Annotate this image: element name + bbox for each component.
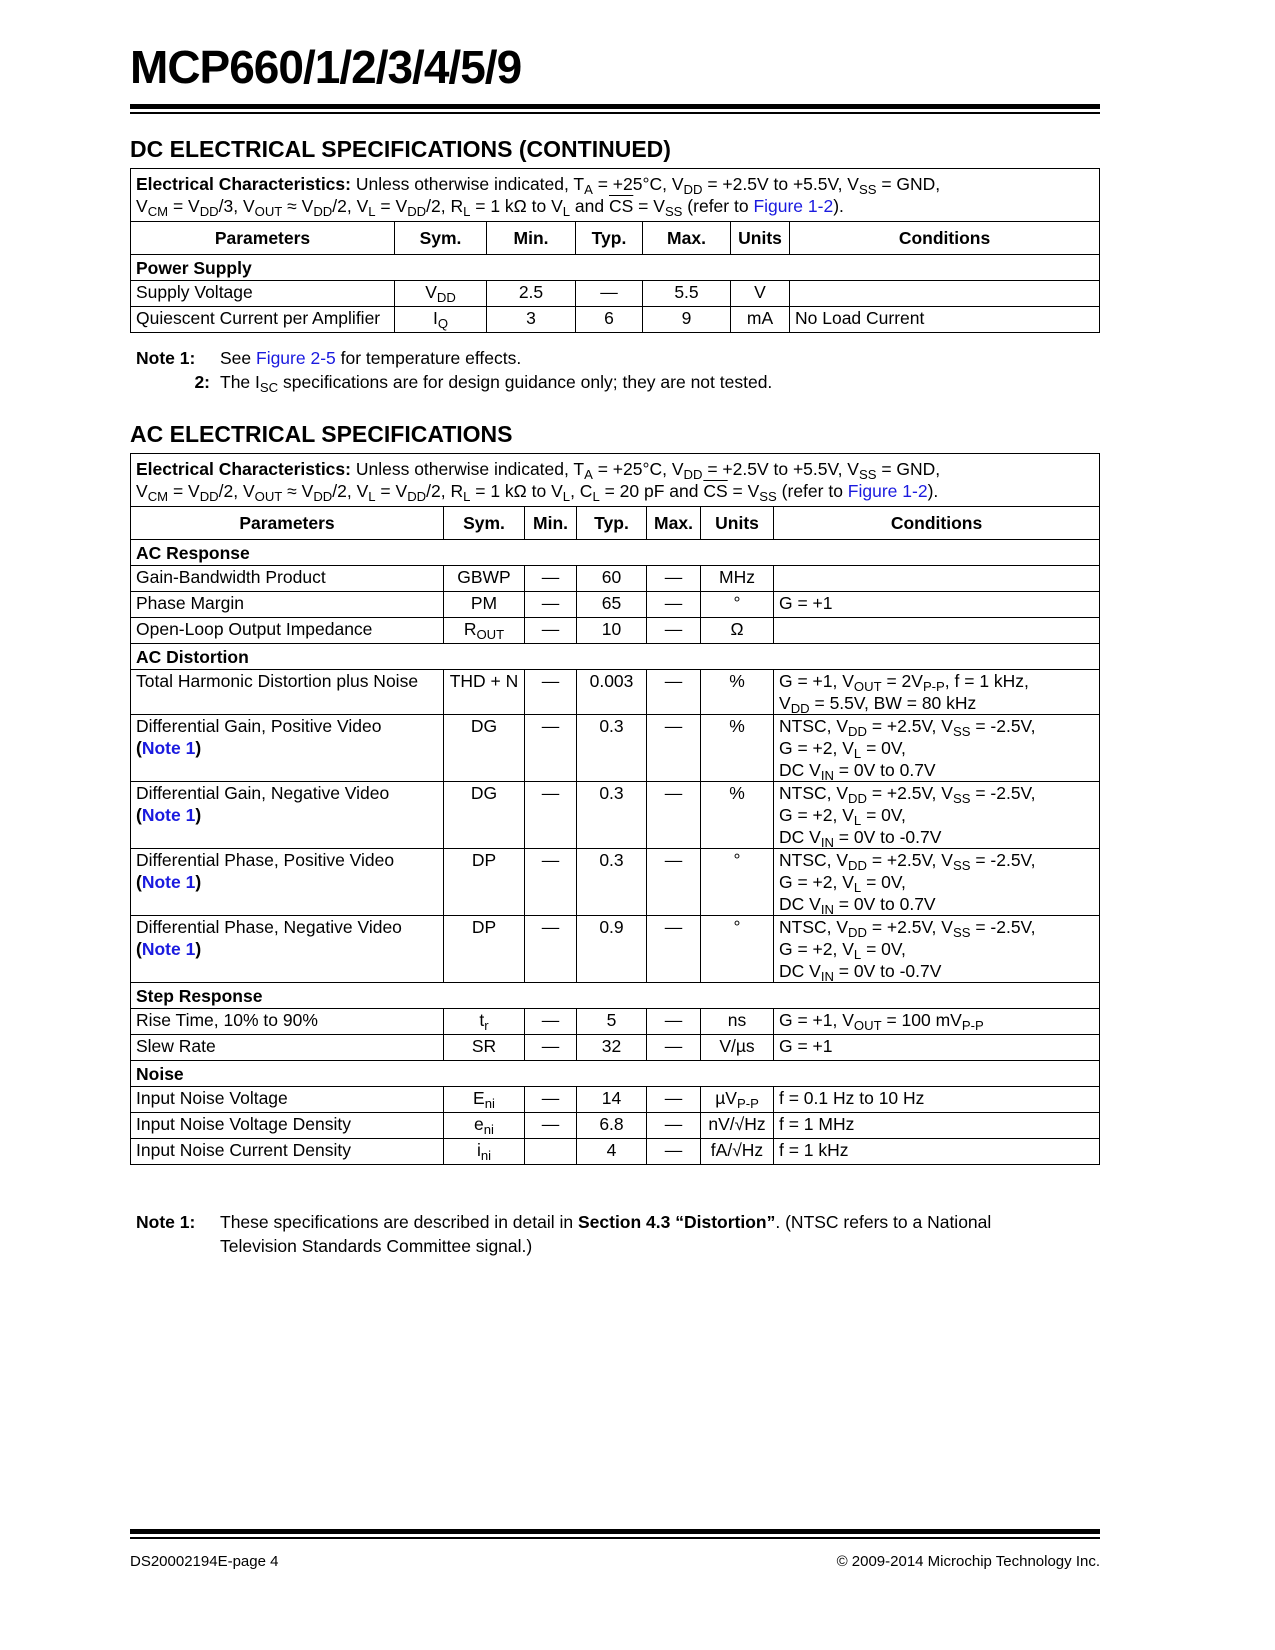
ac-group-row bbox=[131, 644, 1100, 670]
figure-link[interactable]: Figure 2-5 bbox=[256, 348, 336, 368]
document-title: MCP660/1/2/3/4/5/9 bbox=[130, 41, 522, 93]
column-header: Typ. bbox=[577, 507, 647, 540]
ac-notes bbox=[136, 1210, 1036, 1258]
section-reference: Section 4.3 “Distortion” bbox=[577, 1212, 776, 1232]
units-cell: MHz bbox=[701, 566, 774, 592]
min-cell: — bbox=[525, 1009, 577, 1035]
symbol-cell: $i_{ni}$ bbox=[444, 1139, 525, 1165]
table-row bbox=[131, 1035, 1100, 1061]
units-cell: V/µs bbox=[701, 1035, 774, 1061]
typ-cell: — bbox=[576, 281, 643, 307]
ac-conditions-row bbox=[131, 454, 1100, 507]
conditions-cell: G = +1, $V_{OUT} = 2V_{P-P}$, f = 1 kHz, $V_{DD} = 5.5V$, BW = 80 kHz bbox=[774, 670, 1100, 715]
typ-cell: 0.3 bbox=[577, 715, 647, 782]
symbol-cell: DP bbox=[444, 916, 525, 983]
parameter-cell: Rise Time, 10% to 90% bbox=[131, 1009, 444, 1035]
max-cell: — bbox=[647, 592, 701, 618]
symbol-cell: DP bbox=[444, 849, 525, 916]
header-rule-thin bbox=[130, 112, 1100, 114]
symbol-cell: $V_{DD}$ bbox=[395, 281, 487, 307]
dc-spec-table bbox=[130, 168, 1100, 333]
table-row bbox=[131, 1009, 1100, 1035]
note-link[interactable]: Note 1 bbox=[141, 738, 196, 758]
column-header: Min. bbox=[525, 507, 577, 540]
max-cell: — bbox=[647, 916, 701, 983]
min-cell: — bbox=[525, 849, 577, 916]
max-cell: — bbox=[647, 715, 701, 782]
conditions-cell bbox=[790, 281, 1100, 307]
min-cell: — bbox=[525, 670, 577, 715]
parameter-cell: Total Harmonic Distortion plus Noise bbox=[131, 670, 444, 715]
dc-header-row bbox=[131, 222, 1100, 255]
min-cell: — bbox=[525, 1087, 577, 1113]
symbol-cell: $I_Q$ bbox=[395, 307, 487, 333]
min-cell: — bbox=[525, 782, 577, 849]
note-text: These specifications are described in detail in Section 4.3 “Distortion”. (NTSC refers to a National Television Standards Committee signal.) bbox=[220, 1212, 992, 1256]
footer-rule-thick bbox=[130, 1529, 1100, 1534]
group-heading: Step Response bbox=[131, 983, 1100, 1009]
units-cell: ° bbox=[701, 592, 774, 618]
group-heading: Noise bbox=[131, 1061, 1100, 1087]
symbol-cell: PM bbox=[444, 592, 525, 618]
column-header: Parameters bbox=[131, 222, 395, 255]
max-cell: — bbox=[647, 670, 701, 715]
max-cell: — bbox=[647, 566, 701, 592]
table-row bbox=[131, 566, 1100, 592]
conditions-cell: f = 0.1 Hz to 10 Hz bbox=[774, 1087, 1100, 1113]
note-item bbox=[136, 370, 772, 394]
min-cell: — bbox=[525, 715, 577, 782]
symbol-cell: GBWP bbox=[444, 566, 525, 592]
footer-copyright: © 2009-2014 Microchip Technology Inc. bbox=[836, 1553, 1100, 1570]
conditions-cell: NTSC, $V_{DD} = +2.5V$, $V_{SS} = -2.5V$, G = +2, $V_L = 0V$, DC $V_{IN} = 0V$ to -0.7V bbox=[774, 916, 1100, 983]
max-cell: 5.5 bbox=[643, 281, 731, 307]
parameter-cell: Input Noise Voltage Density bbox=[131, 1113, 444, 1139]
table-row bbox=[131, 281, 1100, 307]
units-cell: µV$_{P-P}$ bbox=[701, 1087, 774, 1113]
column-header: Units bbox=[701, 507, 774, 540]
column-header: Conditions bbox=[774, 507, 1100, 540]
symbol-cell: $R_{OUT}$ bbox=[444, 618, 525, 644]
note-link[interactable]: Note 1 bbox=[141, 872, 196, 892]
note-item bbox=[136, 1210, 1036, 1258]
max-cell: 9 bbox=[643, 307, 731, 333]
conditions-cell: G = +1 bbox=[774, 1035, 1100, 1061]
max-cell: — bbox=[647, 782, 701, 849]
dc-group-row bbox=[131, 255, 1100, 281]
parameter-cell: Phase Margin bbox=[131, 592, 444, 618]
conditions-cell: f = 1 kHz bbox=[774, 1139, 1100, 1165]
units-cell: ° bbox=[701, 849, 774, 916]
min-cell: — bbox=[525, 592, 577, 618]
figure-link[interactable]: Figure 1-2 bbox=[753, 196, 834, 216]
conditions-cell: NTSC, $V_{DD} = +2.5V$, $V_{SS} = -2.5V$, G = +2, $V_L = 0V$, DC $V_{IN} = 0V$ to -0.7V bbox=[774, 782, 1100, 849]
column-header: Conditions bbox=[790, 222, 1100, 255]
note-label: Note 1: bbox=[136, 1212, 196, 1232]
ac-group-row bbox=[131, 1061, 1100, 1087]
column-header: Max. bbox=[643, 222, 731, 255]
units-cell: nV/√Hz bbox=[701, 1113, 774, 1139]
note-item bbox=[136, 346, 772, 370]
max-cell: — bbox=[647, 849, 701, 916]
conditions-cell: G = +1 bbox=[774, 592, 1100, 618]
header-rule-thick bbox=[130, 104, 1100, 109]
units-cell: ° bbox=[701, 916, 774, 983]
conditions-cell bbox=[774, 618, 1100, 644]
units-cell: Ω bbox=[701, 618, 774, 644]
ac-group-row bbox=[131, 983, 1100, 1009]
parameter-cell: Differential Gain, Negative Video (Note 1) bbox=[131, 782, 444, 849]
table-row bbox=[131, 849, 1100, 916]
ac-electrical-characteristics: Electrical Characteristics: Unless otherwise indicated, $T_A = +25^\circ C$, $V_{DD} = +2.5V$ to +5.5V, $V_{SS}$ = GND, $V_{CM} = V_{DD}/2$, $V_{OUT} \approx V_{DD}/2$, $V_L = V_{DD}/2$, $R_L = 1$ kΩ to $V_L$, $C_L = 20$ pF and $\overline{CS} = V_{SS}$ (refer to Figure 1-2). bbox=[131, 454, 1100, 507]
parameter-cell: Differential Phase, Positive Video (Note 1) bbox=[131, 849, 444, 916]
table-row bbox=[131, 618, 1100, 644]
note-link[interactable]: Note 1 bbox=[141, 805, 196, 825]
dc-section-title: DC ELECTRICAL SPECIFICATIONS (CONTINUED) bbox=[130, 136, 671, 162]
column-header: Sym. bbox=[444, 507, 525, 540]
units-cell: % bbox=[701, 715, 774, 782]
parameter-cell: Quiescent Current per Amplifier bbox=[131, 307, 395, 333]
parameter-cell: Input Noise Voltage bbox=[131, 1087, 444, 1113]
parameter-cell: Supply Voltage bbox=[131, 281, 395, 307]
units-cell: mA bbox=[731, 307, 790, 333]
ac-header-row bbox=[131, 507, 1100, 540]
conditions-cell: NTSC, $V_{DD} = +2.5V$, $V_{SS} = -2.5V$, G = +2, $V_L = 0V$, DC $V_{IN} = 0V$ to 0.7V bbox=[774, 849, 1100, 916]
note-label: 2: bbox=[194, 372, 210, 392]
typ-cell: 5 bbox=[577, 1009, 647, 1035]
min-cell: 3 bbox=[487, 307, 576, 333]
max-cell: — bbox=[647, 1087, 701, 1113]
conditions-cell: G = +1, $V_{OUT} = 100$ $mV_{P-P}$ bbox=[774, 1009, 1100, 1035]
ac-spec-table bbox=[130, 453, 1100, 1165]
min-cell: — bbox=[525, 916, 577, 983]
table-row bbox=[131, 307, 1100, 333]
column-header: Parameters bbox=[131, 507, 444, 540]
symbol-cell: THD + N bbox=[444, 670, 525, 715]
column-header: Min. bbox=[487, 222, 576, 255]
table-row bbox=[131, 1113, 1100, 1139]
table-row bbox=[131, 1139, 1100, 1165]
group-heading: AC Response bbox=[131, 540, 1100, 566]
table-row bbox=[131, 916, 1100, 983]
typ-cell: 6 bbox=[576, 307, 643, 333]
column-header: Typ. bbox=[576, 222, 643, 255]
typ-cell: 4 bbox=[577, 1139, 647, 1165]
parameter-cell: Slew Rate bbox=[131, 1035, 444, 1061]
footer-rule-thin bbox=[130, 1537, 1100, 1539]
table-row bbox=[131, 670, 1100, 715]
note-link[interactable]: Note 1 bbox=[141, 939, 196, 959]
symbol-cell: $E_{ni}$ bbox=[444, 1087, 525, 1113]
units-cell: % bbox=[701, 782, 774, 849]
ac-group-row bbox=[131, 540, 1100, 566]
typ-cell: 0.9 bbox=[577, 916, 647, 983]
footer-document-number: DS20002194E-page 4 bbox=[130, 1553, 279, 1570]
conditions-cell bbox=[774, 566, 1100, 592]
typ-cell: 65 bbox=[577, 592, 647, 618]
max-cell: — bbox=[647, 1113, 701, 1139]
units-cell: V bbox=[731, 281, 790, 307]
max-cell: — bbox=[647, 1139, 701, 1165]
typ-cell: 0.3 bbox=[577, 782, 647, 849]
symbol-cell: DG bbox=[444, 782, 525, 849]
typ-cell: 0.003 bbox=[577, 670, 647, 715]
units-cell: % bbox=[701, 670, 774, 715]
note-text: The $I_{SC}$ specifications are for design guidance only; they are not tested. bbox=[220, 372, 773, 395]
dc-electrical-characteristics: Electrical Characteristics: Unless otherwise indicated, $T_A = +25^\circ C$, $V_{DD} = +2.5V$ to +5.5V, $V_{SS}$ = GND, $V_{CM} = V_{DD}/3$, $V_{OUT} \approx V_{DD}/2$, $V_L = V_{DD}/2$, $R_L = 1$ kΩ to $V_L$ and $\overline{CS} = V_{SS}$ (refer to Figure 1-2). bbox=[131, 169, 1100, 222]
table-row bbox=[131, 715, 1100, 782]
figure-link[interactable]: Figure 1-2 bbox=[847, 481, 928, 501]
conditions-cell: NTSC, $V_{DD} = +2.5V$, $V_{SS} = -2.5V$, G = +2, $V_L = 0V$, DC $V_{IN} = 0V$ to 0.7V bbox=[774, 715, 1100, 782]
min-cell: — bbox=[525, 566, 577, 592]
column-header: Max. bbox=[647, 507, 701, 540]
typ-cell: 6.8 bbox=[577, 1113, 647, 1139]
typ-cell: 0.3 bbox=[577, 849, 647, 916]
table-row bbox=[131, 1087, 1100, 1113]
max-cell: — bbox=[647, 1009, 701, 1035]
ac-section-title: AC ELECTRICAL SPECIFICATIONS bbox=[130, 421, 513, 447]
typ-cell: 32 bbox=[577, 1035, 647, 1061]
symbol-cell: $t_r$ bbox=[444, 1009, 525, 1035]
note-text: See Figure 2-5 for temperature effects. bbox=[220, 348, 522, 368]
conditions-cell: f = 1 MHz bbox=[774, 1113, 1100, 1139]
typ-cell: 10 bbox=[577, 618, 647, 644]
min-cell: — bbox=[525, 1113, 577, 1139]
column-header: Units bbox=[731, 222, 790, 255]
max-cell: — bbox=[647, 618, 701, 644]
table-row bbox=[131, 592, 1100, 618]
min-cell: — bbox=[525, 618, 577, 644]
group-heading: AC Distortion bbox=[131, 644, 1100, 670]
max-cell: — bbox=[647, 1035, 701, 1061]
parameter-cell: Gain-Bandwidth Product bbox=[131, 566, 444, 592]
units-cell: ns bbox=[701, 1009, 774, 1035]
units-cell: fA/√Hz bbox=[701, 1139, 774, 1165]
symbol-cell: SR bbox=[444, 1035, 525, 1061]
conditions-cell: No Load Current bbox=[790, 307, 1100, 333]
symbol-cell: $e_{ni}$ bbox=[444, 1113, 525, 1139]
note-label: Note 1: bbox=[136, 348, 196, 368]
min-cell: — bbox=[525, 1035, 577, 1061]
table-row bbox=[131, 782, 1100, 849]
group-heading: Power Supply bbox=[131, 255, 1100, 281]
dc-notes bbox=[136, 346, 772, 394]
min-cell bbox=[525, 1139, 577, 1165]
symbol-cell: DG bbox=[444, 715, 525, 782]
typ-cell: 60 bbox=[577, 566, 647, 592]
dc-conditions-row bbox=[131, 169, 1100, 222]
min-cell: 2.5 bbox=[487, 281, 576, 307]
parameter-cell: Input Noise Current Density bbox=[131, 1139, 444, 1165]
parameter-cell: Differential Phase, Negative Video (Note 1) bbox=[131, 916, 444, 983]
parameter-cell: Open-Loop Output Impedance bbox=[131, 618, 444, 644]
parameter-cell: Differential Gain, Positive Video (Note 1) bbox=[131, 715, 444, 782]
typ-cell: 14 bbox=[577, 1087, 647, 1113]
column-header: Sym. bbox=[395, 222, 487, 255]
